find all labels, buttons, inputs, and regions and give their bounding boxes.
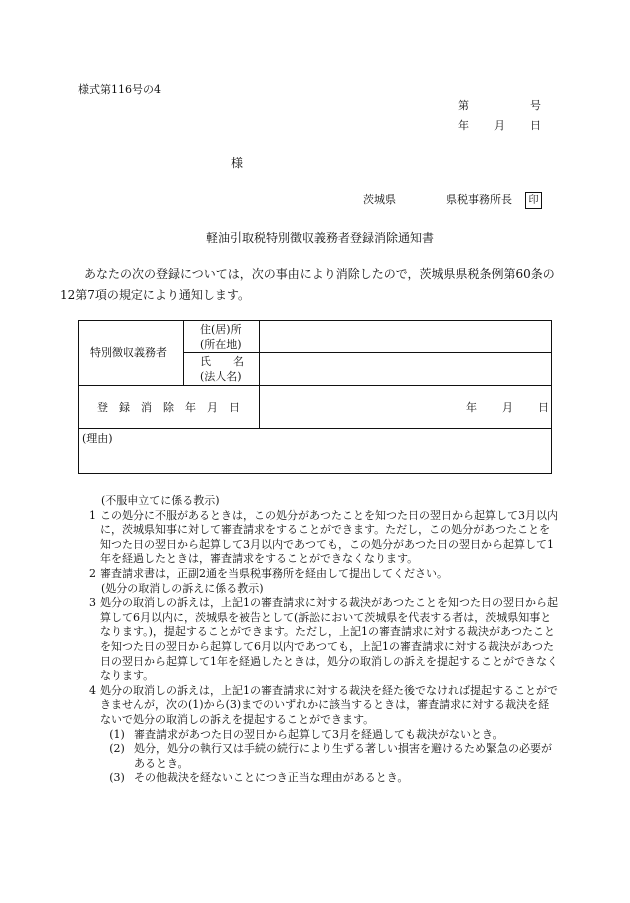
- issue-date-day: 日: [530, 119, 541, 132]
- name-label: 氏 名: [200, 355, 244, 368]
- notice-number: 2: [89, 566, 96, 580]
- deletion-date-year: 年: [466, 401, 477, 414]
- table-divider: [78, 428, 552, 429]
- notice-text: 処分の取消しの訴えは，上記1の審査請求に対する裁決があつたことを知つた日の翌日から起算して6月以内に，茨城県を被告として(訴訟において茨城県を代表する者は，茨城県知事となります。)，提起することができます。ただし，上記1の審査請求に対する裁決があつたことを知つた日の翌日から起算して6月以内であつても，上記1の審査請求に対する裁決があつた日の翌日から起算して1年を経過したときは，処分の取消しの訴えを提起することができなくなります。: [100, 596, 558, 683]
- table-border-bottom: [78, 473, 552, 474]
- issue-date-year: 年: [458, 119, 469, 132]
- subitem-number: (1): [109, 727, 125, 741]
- deletion-date-label: 登 録 消 除 年 月 日: [97, 401, 240, 414]
- issue-date-month: 月: [494, 119, 505, 132]
- notice-item: [78, 509, 558, 567]
- subitem-text: 審査請求があつた日の翌日から起算して3月を経過しても裁決がないとき。: [134, 727, 504, 741]
- notice-text: 審査請求書は，正副2通を当県税事務所を経由して提出してください。: [100, 566, 448, 580]
- notice-subitem: [78, 771, 558, 786]
- reason-label: (理由): [82, 432, 113, 445]
- lawsuit-heading: (処分の取消しの訴えに係る教示): [101, 581, 264, 595]
- document-number-suffix: 号: [530, 99, 541, 112]
- subitem-number: (3): [109, 771, 125, 785]
- notice-number: 3: [89, 596, 96, 610]
- name-sublabel: (法人名): [200, 370, 242, 383]
- table-border-top: [78, 320, 552, 321]
- subitem-text: 処分，処分の執行又は手続の続行により生ずる著しい損害を避けるため緊急の必要があるとき。: [134, 742, 552, 770]
- notice-number: 4: [89, 683, 96, 697]
- document-title: 軽油引取税特別徴収義務者登録消除通知書: [206, 231, 435, 245]
- appeal-heading: (不服申立てに係る教示): [101, 494, 220, 507]
- table-divider: [78, 385, 552, 386]
- sender-prefecture: 茨城県: [363, 193, 396, 206]
- deletion-date-day: 日: [538, 401, 549, 414]
- form-number: 様式第116号の4: [78, 83, 161, 96]
- notice-text: この処分に不服があるときは，この処分があつたことを知つた日の翌日から起算して3月以内に，茨城県知事に対して審査請求をすることができます。ただし，この処分があつたことを知つた日の翌日から起算して3月以内であつても，この処分があつた日の翌日から起算して1年を経過したときは，審査請求をすることができなくなります。: [100, 508, 558, 566]
- notice-item: [78, 567, 558, 582]
- notice-item: [78, 596, 558, 684]
- notice-item: [78, 684, 558, 728]
- intro-text: あなたの次の登録については，次の事由により消除したので，茨城県県税条例第60条の12第7項の規定により通知します。: [60, 267, 555, 302]
- official-seal: 印: [525, 192, 542, 209]
- subitem-text: その他裁決を経ないことにつき正当な理由があるとき。: [134, 771, 409, 785]
- deletion-date-month: 月: [502, 401, 513, 414]
- notice-subitem: [78, 742, 558, 771]
- document-number-label: 第: [458, 99, 469, 112]
- notice-number: 1: [89, 508, 96, 522]
- address-label: 住(居)所: [200, 323, 242, 336]
- intro-paragraph: [60, 264, 558, 306]
- special-collector-label: 特別徴収義務者: [90, 346, 167, 359]
- table-divider: [259, 320, 260, 429]
- notice-text: 処分の取消しの訴えは，上記1の審査請求に対する裁決を経た後でなければ提起することができませんが，次の(1)から(3)までのいずれかに該当するときは，審査請求に対する裁決を経ないで処分の取消しの訴えを提起することができます。: [100, 683, 558, 726]
- notice-subitem: [78, 728, 558, 743]
- table-border-left: [78, 320, 79, 474]
- address-sublabel: (所在地): [200, 338, 242, 351]
- addressee-suffix: 様: [231, 156, 244, 170]
- subitem-number: (2): [109, 742, 125, 756]
- table-border-right: [551, 320, 552, 474]
- legal-notices: [78, 494, 558, 786]
- table-divider: [183, 352, 552, 353]
- sender-office: 県税事務所長: [446, 193, 512, 206]
- table-divider: [183, 320, 184, 386]
